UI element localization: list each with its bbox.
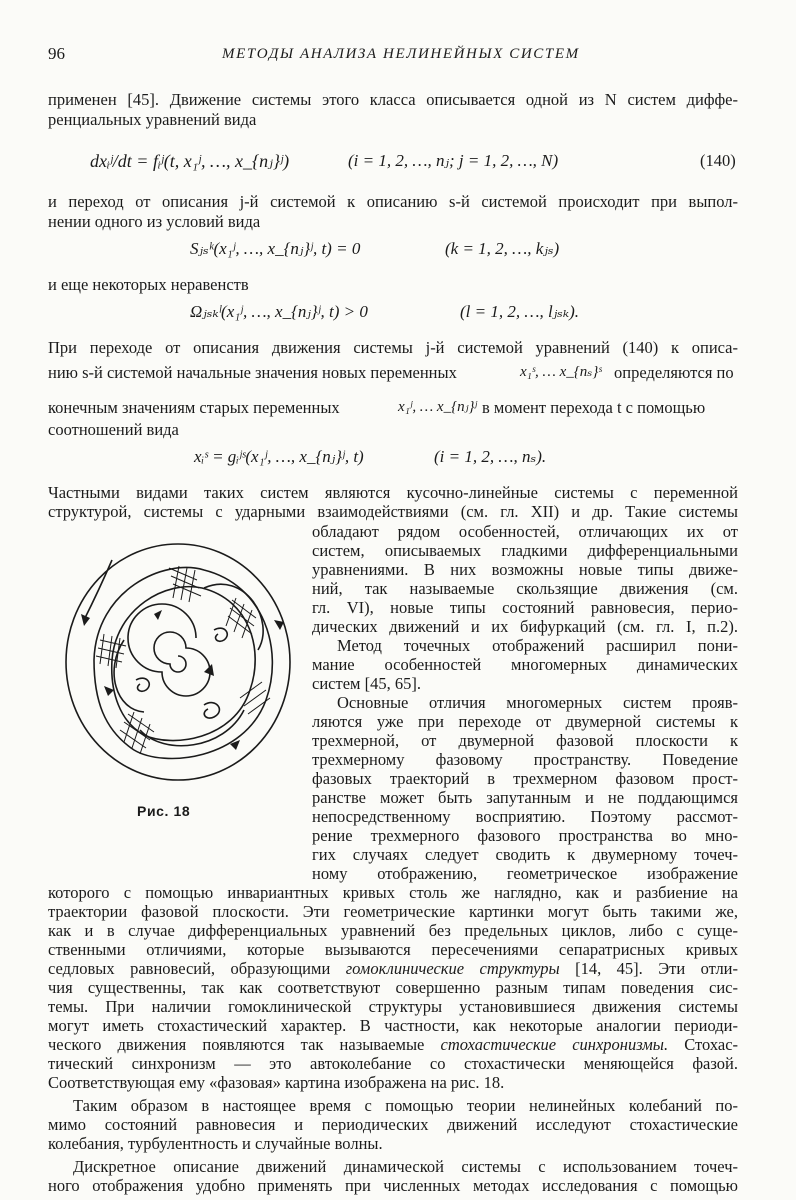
text-line: колебания, турбулентность и случайные волны. xyxy=(48,1134,383,1153)
text-line: структурой, системы с ударными взаимодействиями (см. гл. XII) и др. Такие системы xyxy=(48,502,738,521)
text-line: мание особенностей многомерных динамических xyxy=(312,655,738,674)
text-line: систем [45, 65]. xyxy=(312,674,421,693)
text-line: рение трехмерного фазового пространства во мно- xyxy=(312,826,738,845)
text-line: При переходе от описания движения системы j-й системой уравнений (140) к описа- xyxy=(48,338,738,357)
text-fragment: в момент перехода t с помощью xyxy=(482,398,706,417)
text-line: нении одного из условий вида xyxy=(48,212,261,231)
text-line: уравнениями. В них возможны новые типы движе- xyxy=(312,560,738,579)
text-line: дических движений и их бифуркаций (см. гл. I, п.2). xyxy=(312,617,738,636)
text-line xyxy=(48,959,738,979)
text-line: Дискретное описание движений динамической системы с использованием точеч- xyxy=(73,1157,738,1176)
homoclinic-tangle xyxy=(169,566,201,602)
text-fragment: седловых равновесий, образующими xyxy=(48,959,331,978)
equation-condition: Sⱼₛᵏ(x₁ʲ, …, x_{nⱼ}ʲ, t) = 0 xyxy=(190,239,361,258)
equation-inequality: Ωⱼₛₖˡ(x₁ʲ, …, x_{nⱼ}ʲ, t) > 0 xyxy=(190,302,368,321)
text-line: конечным значениям старых переменных xyxy=(48,398,340,417)
equation-number: (140) xyxy=(700,151,736,170)
text-fragment: Стохас- xyxy=(684,1035,739,1054)
text-line: трехмерному фазовому пространству. Поведение xyxy=(312,750,738,769)
text-line: ляются уже при переходе от двумерной системы к xyxy=(312,712,738,731)
text-line: которого с помощью инвариантных кривых столь же наглядно, как и разбиение на xyxy=(48,883,738,902)
text-line: ному отображению, геометрическое изображение xyxy=(312,864,738,883)
text-line: могут иметь стохастический характер. В частности, как некоторые аналогии периоди- xyxy=(48,1016,738,1035)
term-homoclinic-structures: гомоклинические структуры xyxy=(345,959,560,978)
phase-portrait-figure xyxy=(54,530,302,790)
running-title: МЕТОДЫ АНАЛИЗА НЕЛИНЕЙНЫХ СИСТЕМ xyxy=(222,46,580,62)
text-line: Соответствующая ему «фазовая» картина изображена на рис. 18. xyxy=(48,1073,505,1092)
text-line: Таким образом в настоящее время с помощью теории нелинейных колебаний по- xyxy=(73,1096,738,1115)
text-line: ственными отличиями, которые вызываются пересечениями сепаратрисных кривых xyxy=(48,940,738,959)
homoclinic-tangle xyxy=(240,682,270,714)
text-line: и еще некоторых неравенств xyxy=(48,275,249,294)
page-number: 96 xyxy=(48,44,65,63)
text-line: темы. При наличии гомоклинической структуры установившиеся движения системы xyxy=(48,997,738,1016)
text-fragment: [14, 45]. Эти отли- xyxy=(575,959,739,978)
text-line: фазовых траекторий в трехмерном фазовом прост- xyxy=(312,769,738,788)
inline-math: x₁ˢ, … x_{nₛ}ˢ xyxy=(520,364,602,380)
text-line: гл. VI), новые типы состояний равновесия, перио- xyxy=(312,598,738,617)
text-line: нию s-й системой начальные значения новых переменных xyxy=(48,363,457,382)
text-fragment: определяются по xyxy=(614,363,734,382)
homoclinic-tangle xyxy=(96,634,126,668)
homoclinic-tangle xyxy=(226,598,256,638)
inline-math: x₁ʲ, … x_{nⱼ}ʲ xyxy=(398,399,478,415)
equation-inequality-range: (l = 1, 2, …, lⱼₛₖ). xyxy=(460,302,580,321)
text-line: ранстве может быть запутанным и не поддающимся xyxy=(312,788,738,807)
text-line: непосредственному восприятию. Поэтому рассмот- xyxy=(312,807,738,826)
text-line: как и в случае дифференциальных уравнений без предельных циклов, либо с суще- xyxy=(48,921,738,940)
arrow-head-icon xyxy=(104,686,114,696)
small-loop-curve xyxy=(214,628,227,641)
text-line: трехмерной, от двумерной фазовой плоскости к xyxy=(312,731,738,750)
arrow-head-icon xyxy=(154,610,162,620)
text-line: и переход от описания j-й системой к описанию s-й системой происходит при выпол- xyxy=(48,192,738,211)
text-line: мимо состояний равновесия и периодических движений исследуют стохастические xyxy=(48,1115,738,1134)
trajectory-curve xyxy=(140,710,244,746)
text-line: Основные отличия многомерных систем прояв- xyxy=(337,693,738,712)
term-stochastic-synchronisms: стохастические синхронизмы. xyxy=(440,1035,669,1054)
text-fragment: ческого движения появляются так называемые xyxy=(48,1035,425,1054)
text-line xyxy=(48,1035,738,1055)
figure-caption: Рис. 18 xyxy=(137,803,191,819)
invariant-ring-outer xyxy=(94,568,272,759)
text-line: гих случаях следует сводить к двумерному точеч- xyxy=(312,845,738,864)
text-line: чия существенны, так как соответствуют совершенно разным типам поведения сис- xyxy=(48,978,738,997)
text-line: обладают рядом особенностей, отличающих их от xyxy=(312,522,738,541)
small-loop-curve xyxy=(136,678,149,691)
text-line: применен [45]. Движение системы этого класса описывается одной из N систем диффе- xyxy=(48,90,738,109)
text-line: Частными видами таких систем являются кусочно-линейные системы с переменной xyxy=(48,483,738,502)
text-line: ний, так называемые скользящие движения (см. xyxy=(312,579,738,598)
equation-140: dxᵢʲ/dt = fᵢʲ(t, x₁ʲ, …, x_{nⱼ}ʲ) xyxy=(90,151,290,171)
central-spiral xyxy=(128,604,210,696)
text-line: ренциальных уравнений вида xyxy=(48,110,257,129)
equation-mapping: xᵢˢ = gᵢʲˢ(x₁ʲ, …, x_{nⱼ}ʲ, t) xyxy=(194,447,364,466)
text-line: траектории фазовой плоскости. Эти геометрические картинки могут быть такими же, xyxy=(48,902,738,921)
text-line: соотношений вида xyxy=(48,420,179,439)
small-loop-curve xyxy=(204,703,219,718)
equation-mapping-range: (i = 1, 2, …, nₛ). xyxy=(434,447,547,466)
text-line: систем, описываемых гладкими дифференциальными xyxy=(312,541,738,560)
text-line: тический синхронизм — это автоколебание со стохастически меняющейся фазой. xyxy=(48,1054,738,1073)
equation-condition-range: (k = 1, 2, …, kⱼₛ) xyxy=(445,239,560,258)
equation-140-conditions: (i = 1, 2, …, nⱼ; j = 1, 2, …, N) xyxy=(348,151,559,170)
text-line: Метод точечных отображений расширил пони- xyxy=(337,636,738,655)
text-line: ного отображения удобно применять при численных методах исследования с помощью xyxy=(48,1176,738,1195)
